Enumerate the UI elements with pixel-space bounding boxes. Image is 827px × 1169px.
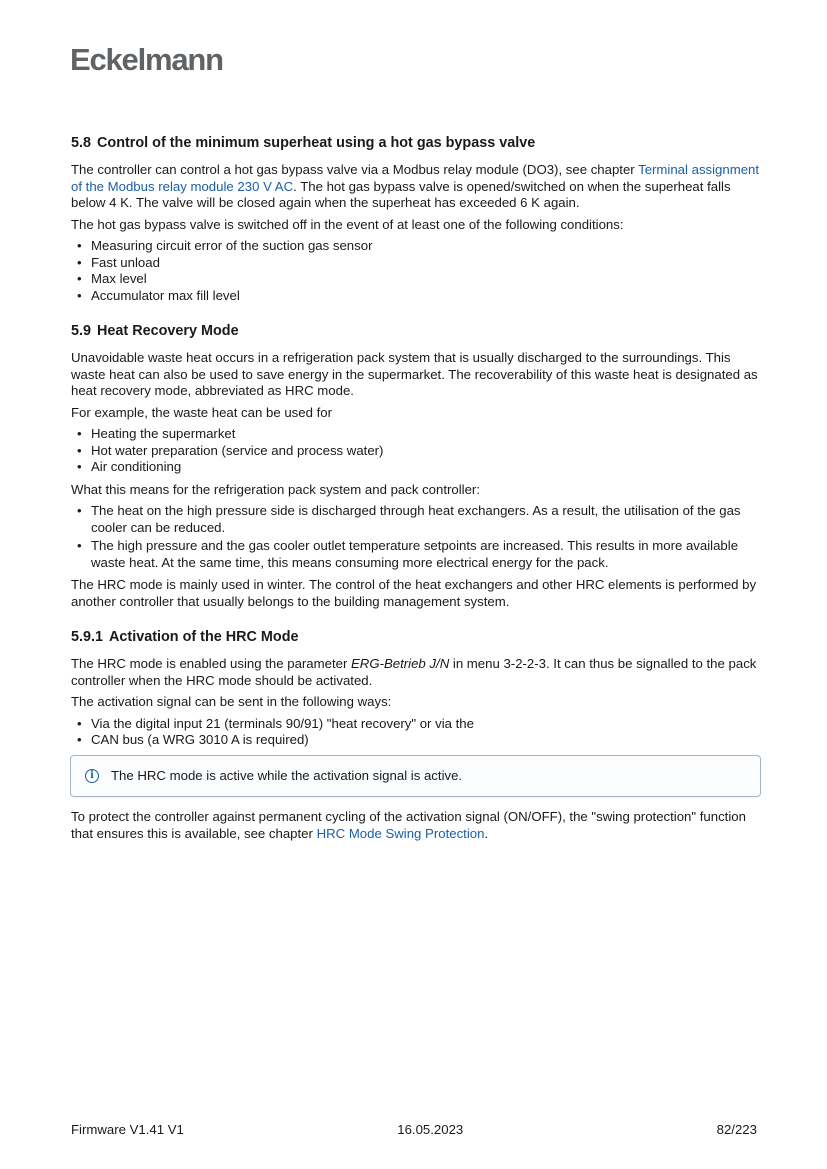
section-heading: 5.9 Heat Recovery Mode [71, 323, 239, 339]
paragraph: Unavoidable waste heat occurs in a refrigeration pack system that is usually discharged to the surroundings. This waste heat can also be used to save energy in the supermarket. The recoverability of this waste heat is designated as heat recovery mode, abbreviated as HRC mode. [71, 350, 758, 398]
ways-list [71, 716, 761, 749]
list-item: • Fast unload [91, 255, 761, 272]
list-item: • Accumulator max fill level [91, 288, 761, 305]
section-5-9 [71, 322, 761, 610]
note-text: The HRC mode is active while the activation signal is active. [111, 767, 463, 783]
section-5-9-1 [71, 628, 761, 842]
footer-date: 16.05.2023 [397, 1122, 464, 1137]
company-logo: Eckelmann [70, 42, 223, 77]
list-item: • The heat on the high pressure side is discharged through heat exchangers. As a result, the utilisation of the gas cooler can be reduced. [91, 503, 761, 536]
uses-list [71, 426, 761, 476]
footer-page-number: 82/223 [716, 1122, 757, 1137]
paragraph: To protect the controller against permanent cycling of the activation signal (ON/OFF), the "swing protection" function that ensures this is available, see chapter HRC Mode Swing Protection. [71, 809, 746, 841]
footer-firmware: Firmware V1.41 V1 [71, 1122, 184, 1137]
paragraph: For example, the waste heat can be used for [71, 404, 332, 420]
list-item: • Air conditioning [91, 459, 761, 476]
paragraph: The controller can control a hot gas bypass valve via a Modbus relay module (DO3), see chapter Terminal assignment of the Modbus relay module 230 V AC. The hot gas bypass valve is opened/switched on when the superheat falls below 4 K. The valve will be closed again when the superheat has exceeded 6 K again. [71, 162, 760, 210]
paragraph: The activation signal can be sent in the following ways: [71, 694, 392, 709]
list-item: • CAN bus (a WRG 3010 A is required) [91, 732, 761, 749]
section-5-8 [71, 134, 761, 304]
paragraph: The HRC mode is mainly used in winter. The control of the heat exchangers and other HRC elements is performed by another controller that usually belongs to the building management system. [71, 577, 757, 609]
paragraph: The HRC mode is enabled using the parameter ERG-Betrieb J/N in menu 3-2-2-3. It can thus be signalled to the pack controller when the HRC mode should be activated. [71, 656, 757, 688]
info-note [70, 755, 761, 798]
list-item: • Via the digital input 21 (terminals 90/91) "heat recovery" or via the [91, 716, 761, 733]
list-item: • Measuring circuit error of the suction gas sensor [91, 238, 761, 255]
paragraph: The hot gas bypass valve is switched off in the event of at least one of the following conditions: [71, 216, 624, 232]
link-swing-protection[interactable]: HRC Mode Swing Protection [316, 825, 485, 841]
list-item: • Heating the supermarket [91, 426, 761, 443]
list-item: • Max level [91, 271, 761, 288]
list-item: • Hot water preparation (service and process water) [91, 443, 761, 460]
effects-list [71, 503, 761, 571]
page-footer [71, 1122, 757, 1137]
list-item: • The high pressure and the gas cooler outlet temperature setpoints are increased. This results in more available waste heat. At the same time, this means consuming more electrical energy for the pack. [91, 538, 761, 571]
subsection-heading: 5.9.1 Activation of the HRC Mode [71, 629, 299, 645]
document-body [71, 134, 761, 847]
section-heading: 5.8 Control of the minimum superheat using a hot gas bypass valve [71, 135, 536, 151]
link-terminal-assignment[interactable]: Terminal assignment of the Modbus relay module 230 V AC [71, 162, 760, 194]
paragraph: What this means for the refrigeration pack system and pack controller: [71, 481, 480, 497]
conditions-list [71, 238, 761, 304]
info-icon: i [85, 769, 99, 783]
parameter-name: ERG-Betrieb J/N [351, 656, 450, 671]
